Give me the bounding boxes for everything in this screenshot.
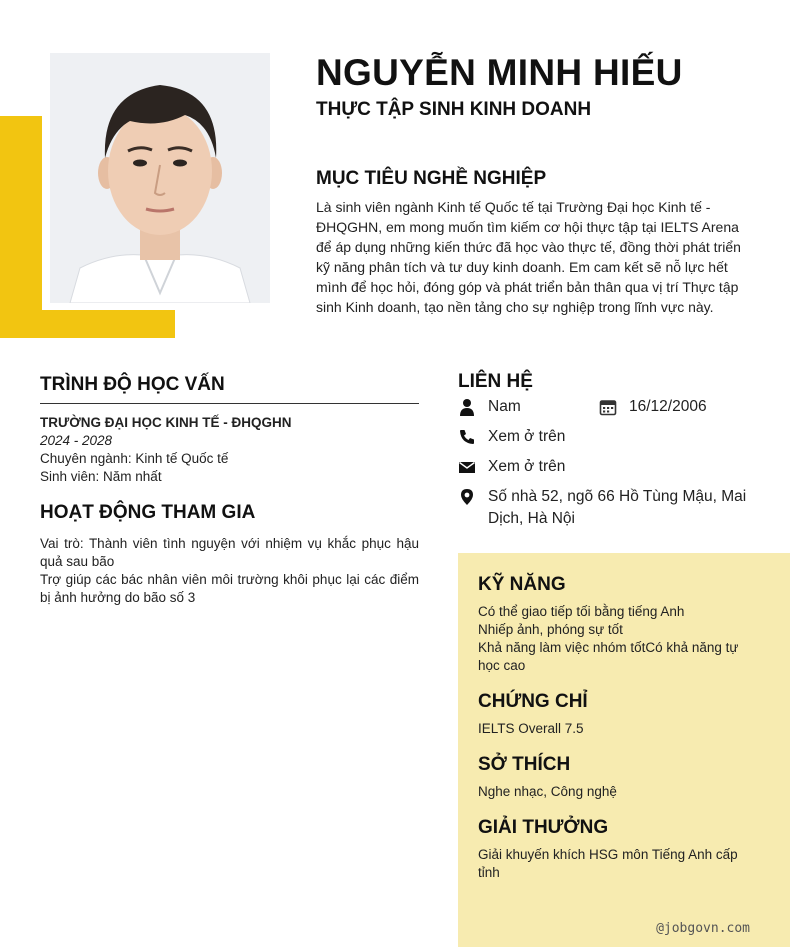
- activity-item: Vai trò: Thành viên tình nguyện với nhiệm vụ khắc phục hậu quả sau bão: [40, 536, 419, 569]
- school-major: Chuyên ngành: Kinh tế Quốc tế: [40, 451, 229, 466]
- job-title: THỰC TẬP SINH KINH DOANH: [316, 99, 592, 120]
- watermark-text: @jobgovn.com: [656, 921, 750, 936]
- contact-gender: [458, 396, 521, 418]
- email-icon: [458, 458, 476, 476]
- skill-item: Nhiếp ảnh, phóng sự tốt: [478, 622, 623, 637]
- skill-item: Có thể giao tiếp tối bằng tiếng Anh: [478, 604, 685, 619]
- accent-bar-horizontal: [0, 310, 175, 338]
- contact-birthday: [599, 396, 707, 418]
- education-heading: TRÌNH ĐỘ HỌC VẤN: [40, 374, 225, 395]
- school-name: TRƯỜNG ĐẠI HỌC KINH TẾ - ĐHQGHN: [40, 415, 292, 430]
- contact-email: [458, 456, 565, 478]
- skill-item: Khả năng làm việc nhóm tốtCó khả năng tự học cao: [478, 640, 739, 673]
- email-value: Xem ở trên: [488, 458, 566, 475]
- certificate-item: IELTS Overall 7.5: [478, 721, 584, 736]
- activities-heading: HOẠT ĐỘNG THAM GIA: [40, 502, 256, 523]
- address-value: Số nhà 52, ngõ 66 Hồ Tùng Mậu, Mai Dịch, Hà Nội: [488, 488, 747, 527]
- contact-address: [458, 486, 758, 530]
- awards-heading: GIẢI THƯỞNG: [478, 817, 609, 838]
- certificates-heading: CHỨNG CHỈ: [478, 691, 588, 712]
- person-icon: [458, 398, 476, 416]
- accent-bar-vertical: [0, 116, 42, 338]
- contact-heading: LIÊN HỆ: [458, 371, 533, 392]
- gender-value: Nam: [488, 398, 521, 415]
- profile-photo: [50, 53, 270, 303]
- location-pin-icon: [458, 488, 476, 506]
- objective-heading: MỤC TIÊU NGHỀ NGHIỆP: [316, 168, 547, 189]
- student-status: Sinh viên: Năm nhất: [40, 469, 162, 484]
- birthday-value: 16/12/2006: [629, 398, 707, 415]
- phone-icon: [458, 428, 476, 446]
- activity-item: Trợ giúp các bác nhân viên môi trường khôi phục lại các điểm bị ảnh hưởng do bão số 3: [40, 572, 419, 605]
- hobbies-heading: SỞ THÍCH: [478, 754, 571, 775]
- hobbies-text: Nghe nhạc, Công nghệ: [478, 784, 617, 799]
- calendar-icon: [599, 398, 617, 416]
- award-item: Giải khuyến khích HSG môn Tiếng Anh cấp tỉnh: [478, 847, 738, 880]
- contact-phone: [458, 426, 565, 448]
- section-divider: [40, 403, 419, 404]
- skills-heading: KỸ NĂNG: [478, 574, 566, 595]
- school-years: 2024 - 2028: [40, 433, 113, 448]
- phone-value: Xem ở trên: [488, 428, 566, 445]
- objective-text: Là sinh viên ngành Kinh tế Quốc tế tại Trường Đại học Kinh tế - ĐHQGHN, em mong muốn tìm kiếm cơ hội thực tập tại IELTS Arena để áp dụng những kiến thức đã học vào thực tế, đồng thời phát triển kỹ năng phân tích và tư duy kinh doanh. Em cam kết sẽ nỗ lực hết mình để học hỏi, đóng góp và phát triển bản thân qua vị trí Thực tập sinh Kinh doanh, tạo nền tảng cho sự nghiệp trong lĩnh vực này.: [316, 199, 741, 315]
- candidate-name: NGUYỄN MINH HIẾU: [316, 52, 683, 93]
